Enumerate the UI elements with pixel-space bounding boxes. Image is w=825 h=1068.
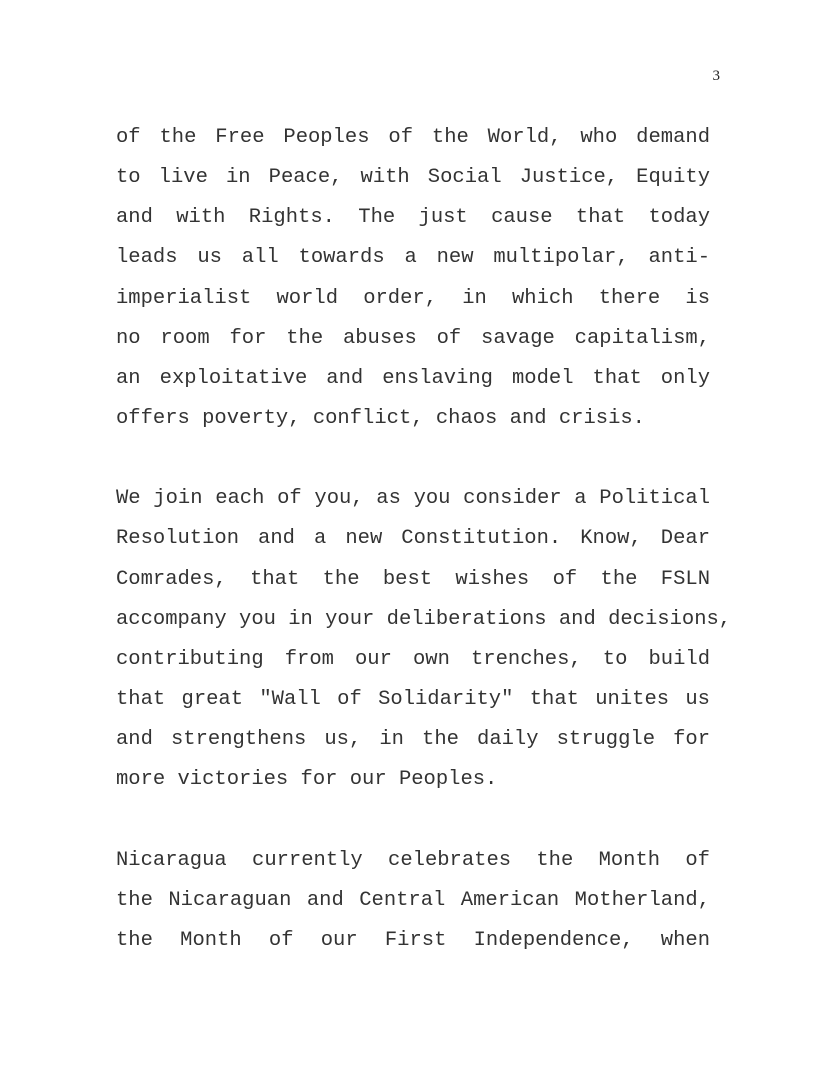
paragraph-1: [116, 118, 710, 439]
text-line: offers poverty, conflict, chaos and crisis.: [116, 406, 645, 430]
text-line: accompany you in your deliberations and decisions,: [116, 607, 732, 631]
text-line: and strengthens us, in the daily struggle for: [116, 728, 710, 752]
text-line: of the Free Peoples of the World, who demand: [116, 126, 710, 149]
text-line: Comrades, that the best wishes of the FSLN: [116, 567, 710, 591]
paragraph-2: [116, 479, 732, 800]
page-number: 3: [712, 68, 720, 84]
paragraph-3: [116, 841, 710, 961]
text-line: leads us all towards a new multipolar, anti-: [116, 246, 710, 270]
body-text: [116, 118, 732, 961]
text-line: an exploitative and enslaving model that only: [116, 366, 710, 390]
text-line: contributing from our own trenches, to build: [116, 647, 710, 671]
text-line: and with Rights. The just cause that today: [116, 206, 710, 230]
text-line: more victories for our Peoples.: [116, 768, 498, 792]
text-line: the Nicaraguan and Central American Motherland,: [116, 888, 710, 912]
text-line: imperialist world order, in which there is: [116, 286, 710, 310]
text-line: Nicaragua currently celebrates the Month of: [116, 848, 710, 872]
text-line: the Month of our First Independence, when: [116, 928, 710, 952]
text-line: We join each of you, as you consider a Political: [116, 487, 710, 511]
paragraph-spacer: [116, 439, 710, 479]
paragraph-spacer: [116, 800, 710, 840]
text-line: Resolution and a new Constitution. Know, Dear: [116, 527, 710, 551]
text-line: that great "Wall of Solidarity" that unites us: [116, 687, 710, 711]
text-line: no room for the abuses of savage capitalism,: [116, 326, 710, 350]
text-line: to live in Peace, with Social Justice, Equity: [116, 166, 710, 190]
